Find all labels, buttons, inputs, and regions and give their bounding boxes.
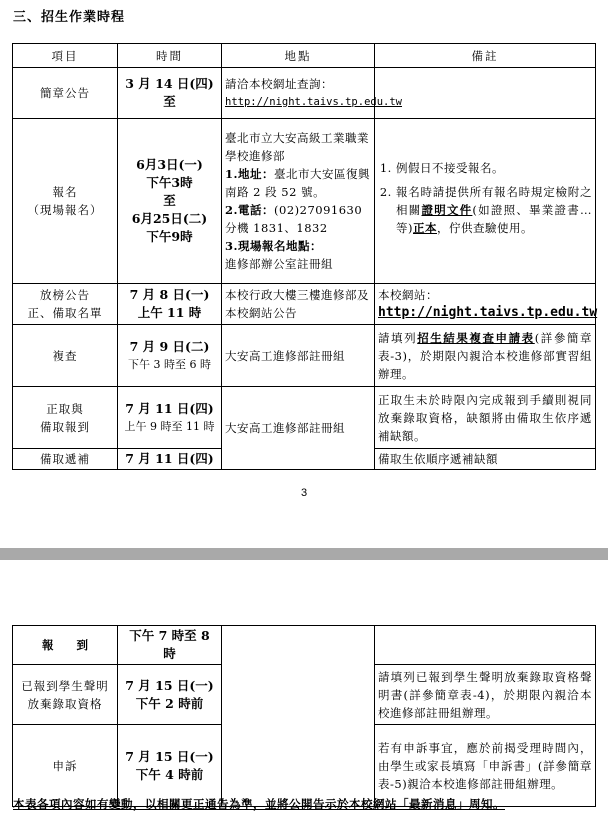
announce-time-to: 至 (163, 94, 176, 109)
register-phone (225, 201, 371, 237)
waiver-item (13, 665, 118, 725)
enroll-item (13, 387, 118, 449)
backfill-note: 備取生依順序遞補缺額 (375, 449, 596, 470)
header-time: 時間 (118, 44, 222, 68)
report-item: 報 到 (13, 626, 118, 665)
site-value: 進修部辦公室註冊組 (225, 257, 333, 271)
review-note-c: (詳參簡章表-3)，於期限內親洽本校進修部實習組辦理。 (378, 330, 592, 381)
header-place: 地點 (222, 44, 375, 68)
waiver-time-hour: 下午 2 時前 (135, 695, 204, 711)
review-note-a: 請填列 (378, 330, 418, 345)
list-item-l1: 放榜公告 (40, 288, 90, 302)
page-number: 3 (300, 487, 308, 499)
table-row-review (13, 325, 596, 387)
register-time-end-hour: 下午9時 (146, 229, 193, 244)
table-row-announce (13, 68, 596, 119)
register-school-name: 臺北市立大安高級工業職業學校進修部 (225, 131, 369, 163)
list-note (375, 284, 596, 325)
review-form-name: 招生結果複查申請表 (417, 330, 535, 345)
list-time-hour: 上午 11 時 (137, 305, 202, 320)
appeal-item: 申訴 (13, 725, 118, 807)
note2-text-a: 報名時請提供所有報名時規定檢附之相關 (396, 185, 592, 217)
enroll-item-l1: 正取與 (46, 401, 84, 416)
phone-label: 2.電話： (225, 203, 275, 217)
announce-time-start: 3 月 14 日(四) (125, 76, 214, 91)
note2-original: 正本 (413, 221, 437, 235)
table-row-report (13, 626, 596, 665)
announce-note (375, 68, 596, 119)
table-row-register (13, 119, 596, 284)
register-time-start-date: 6月3日(一) (136, 157, 203, 172)
appeal-time-hour: 下午 4 時前 (135, 766, 204, 782)
announce-place (222, 68, 403, 119)
list-url-link[interactable]: http://night.taivs.tp.edu.tw (378, 305, 598, 320)
waiver-note: 請填列已報到學生聲明放棄錄取資格聲明書(詳參簡章表-4)，於期限內親洽本校進修部註冊組辦理。 (375, 665, 596, 725)
waiver-time (118, 665, 222, 725)
list-item-l2: 正、備取名單 (27, 306, 103, 320)
register-notes-list (378, 159, 592, 237)
table-row-list (13, 284, 596, 325)
enroll-time-date: 7 月 11 日(四) (125, 400, 214, 416)
register-time-start-hour: 下午3時 (146, 175, 193, 190)
list-note-label: 本校網站： (378, 288, 438, 302)
schedule-table (12, 43, 596, 470)
section-title: 三、招生作業時程 (13, 10, 126, 25)
waiver-item-l1: 已報到學生聲明 (21, 678, 109, 693)
review-time-hour: 下午 3 時至 6 時 (128, 357, 211, 371)
review-time (118, 325, 222, 387)
list-item (13, 284, 118, 325)
register-time-to: 至 (163, 193, 176, 208)
address-label: 1.地址： (225, 167, 275, 181)
list-time-date: 7 月 8 日(一) (129, 287, 210, 302)
note2-proof-docs: 證明文件 (421, 203, 473, 217)
schedule-table-continued (12, 625, 596, 807)
document-page-2 (0, 560, 608, 820)
register-item (13, 119, 118, 284)
list-time (118, 284, 222, 325)
review-time-date: 7 月 9 日(二) (129, 338, 210, 354)
appeal-time-date: 7 月 15 日(一) (125, 748, 214, 764)
register-address (225, 165, 371, 201)
site-label: 3.現場報名地點： (225, 239, 323, 253)
register-time-end-date: 6月25日(二) (131, 211, 208, 226)
appeal-note: 若有申訴事宜，應於前揭受理時間內，由學生或家長填寫「申訴書」(詳參簡章表-5)親洽本校進修部註冊組辦理。 (375, 725, 596, 807)
report-place (222, 626, 375, 807)
backfill-time: 7 月 11 日(四) (118, 449, 222, 470)
enroll-time-hour: 上午 9 時至 11 時 (124, 419, 215, 433)
header-note: 備註 (375, 44, 596, 68)
page-separator (0, 548, 608, 560)
announce-url-link[interactable]: http://night.taivs.tp.edu.tw (225, 96, 403, 108)
announce-time (118, 68, 222, 119)
report-time: 下午 7 時至 8 時 (118, 626, 222, 665)
note2-text-e: ，佇供查驗使用。 (437, 221, 533, 235)
header-row (13, 44, 596, 68)
footnote: 本表各項內容如有變動，以相關更正通告為準，並將公開告示於本校網站「最新消息」周知。 (13, 797, 505, 811)
report-note (375, 626, 596, 665)
announce-item: 簡章公告 (13, 68, 118, 119)
enroll-note: 正取生未於時限內完成報到手續則視同放棄錄取資格，缺額將由備取生依序遞補缺額。 (375, 387, 596, 449)
review-place: 大安高工進修部註冊組 (222, 325, 375, 387)
register-place (222, 119, 375, 284)
enroll-item-l2: 備取報到 (40, 419, 90, 434)
table-row-enroll (13, 387, 596, 449)
note2-text-c: (如證照、畢業證書…等) (396, 203, 592, 235)
review-note (375, 325, 596, 387)
register-note (375, 119, 596, 284)
register-item-sub: （現場報名） (27, 203, 103, 217)
enroll-place: 大安高工進修部註冊組 (222, 387, 375, 470)
list-place: 本校行政大樓三樓進修部及本校網站公告 (222, 284, 375, 325)
enroll-time (118, 387, 222, 449)
announce-place-text: 請洽本校網址查詢： (225, 77, 333, 91)
waiver-time-date: 7 月 15 日(一) (125, 677, 214, 693)
address-value: 臺北市大安區復興南路 2 段 52 號。 (225, 167, 371, 199)
review-item: 複查 (13, 325, 118, 387)
register-item-title: 報名 (52, 185, 78, 199)
waiver-item-l2: 放棄錄取資格 (27, 696, 103, 711)
register-note-1: 1. 例假日不接受報名。 (396, 159, 592, 177)
header-item: 項目 (13, 44, 118, 68)
register-site (225, 237, 371, 273)
register-time (118, 119, 222, 284)
register-note-2 (396, 183, 592, 237)
appeal-time (118, 725, 222, 807)
phone-value: (02)27091630 分機 1831、1832 (225, 203, 363, 235)
backfill-item: 備取遞補 (13, 449, 118, 470)
